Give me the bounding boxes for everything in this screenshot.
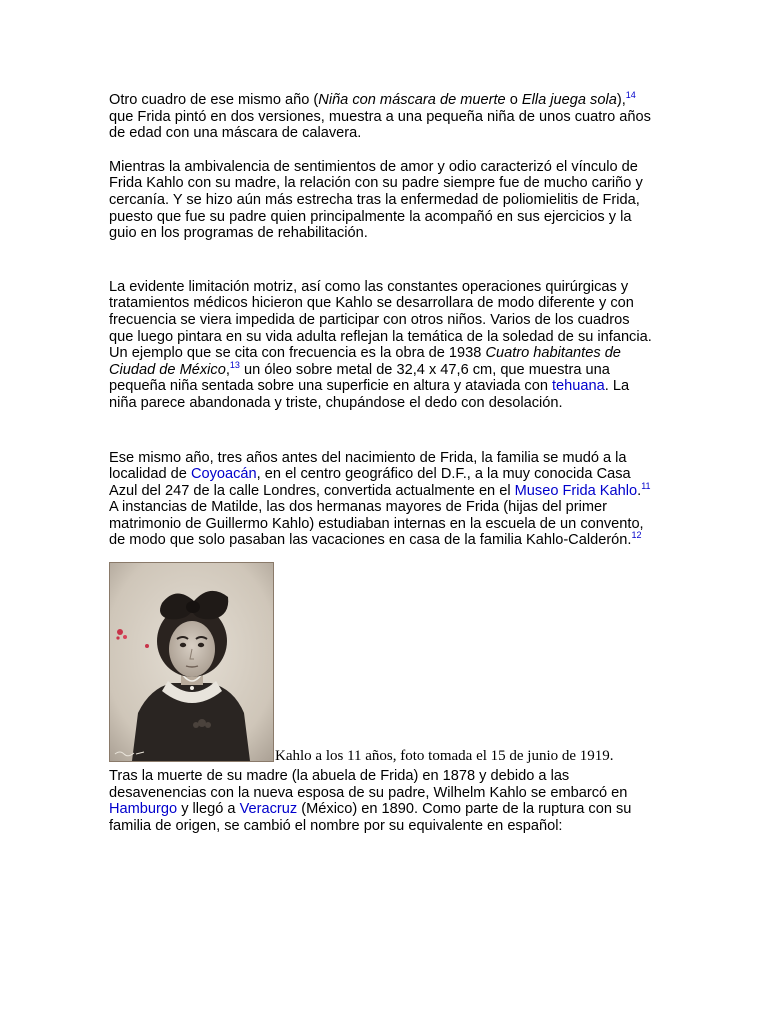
text-run: (México) en 1890. Como parte de la ruptura con su familia de origen, se cambió el nombre por su equivalente en español: xyxy=(109,801,632,834)
text-run: o xyxy=(505,92,522,108)
paragraph xyxy=(109,92,657,142)
text-run: Ese mismo año, tres años antes del nacimiento de Frida, la familia se mudó a la localidad de xyxy=(109,449,627,483)
text-run: La evidente limitación motriz, así como las constantes operaciones quirúrgicas y tratamientos médicos hicieron que Kahlo se desarrollara de modo diferente y con frecuencia se viera impedida de participar con otros niños. Varios de los cuadros que luego pintara en su vida adulta reflejan la temática de la soledad de su infancia. Un ejemplo que se cita con frecuencia es la obra de 1938 xyxy=(109,278,652,362)
link-coyoacan[interactable]: Coyoacán xyxy=(190,466,257,483)
artwork-title: Cuatro habitantes de Ciudad de México xyxy=(109,345,621,378)
footnote-link[interactable]: 11 xyxy=(641,480,651,491)
footnote-ref[interactable] xyxy=(641,481,650,491)
text-run: , xyxy=(225,361,230,378)
footnote-ref[interactable] xyxy=(626,90,636,100)
text-run: Tras la muerte de su madre (la abuela de Frida) en 1878 y debido a las desavenencias con la nueva esposa de su padre, Wilhelm Kahlo se embarcó en xyxy=(109,768,628,801)
text-run: Otro cuadro de ese mismo año ( xyxy=(109,92,319,108)
link-veracruz[interactable]: Veracruz xyxy=(239,801,298,818)
link-hamburgo[interactable]: Hamburgo xyxy=(109,801,178,818)
paragraph: Mientras la ambivalencia de sentimientos de amor y odio caracterizó el vínculo de Frida Kahlo con su madre, la relación con su padre siempre fue de mucho cariño y cercanía. Y se hizo aún más estrecha tras la enfermedad de poliomielitis de Frida, puesto que fue su padre quien principalmente la acompañó en sus ejercicios y la guio en los programas de rehabilitación. xyxy=(109,158,643,242)
footnote-link[interactable]: 13 xyxy=(229,359,240,370)
text-run: . xyxy=(637,482,642,499)
paragraph xyxy=(109,450,657,550)
footnote-link[interactable]: 14 xyxy=(625,90,636,101)
text-run: que Frida pintó en dos versiones, muestra a una pequeña niña de unos cuatro años de edad con una máscara de calavera. xyxy=(109,108,651,142)
text-run: A instancias de Matilde, las dos hermanas mayores de Frida (hijas del primer matrimonio de Guillermo Kahlo) estudiaban internas en la escuela de un convento, de modo que solo pasaban las vacaciones en casa de la familia Kahlo-Calderón. xyxy=(109,499,644,549)
link-museo-frida-kahlo[interactable]: Museo Frida Kahlo xyxy=(514,482,638,499)
text-run: y llegó a xyxy=(177,801,240,818)
footnote-ref[interactable] xyxy=(230,360,240,370)
document-body xyxy=(109,92,657,834)
text-run: , en el centro geográfico del D.F., a la muy conocida Casa Azul del 247 de la calle Londres, convertida actualmente en el xyxy=(109,466,631,499)
portrait-photo-image xyxy=(110,563,273,761)
footnote-ref[interactable] xyxy=(631,531,641,541)
paragraph xyxy=(109,768,657,834)
text-run: . La niña parece abandonada y triste, chupándose el dedo con desolación. xyxy=(109,378,630,411)
artwork-title: Ella juega sola xyxy=(521,92,617,108)
text-run: ), xyxy=(616,92,626,108)
paragraph xyxy=(109,279,657,412)
text-run: un óleo sobre metal de 32,4 x 47,6 cm, que muestra una pequeña niña sentada sobre una superficie en altura y ataviada con xyxy=(109,361,610,395)
footnote-link[interactable]: 12 xyxy=(631,530,642,541)
link-tehuana[interactable]: tehuana xyxy=(552,378,605,395)
artwork-title: Niña con máscara de muerte xyxy=(318,92,506,108)
photo-figure xyxy=(109,562,657,768)
portrait-photo xyxy=(109,562,274,762)
photo-caption: Kahlo a los 11 años, foto tomada el 15 de junio de 1919. xyxy=(275,748,614,765)
